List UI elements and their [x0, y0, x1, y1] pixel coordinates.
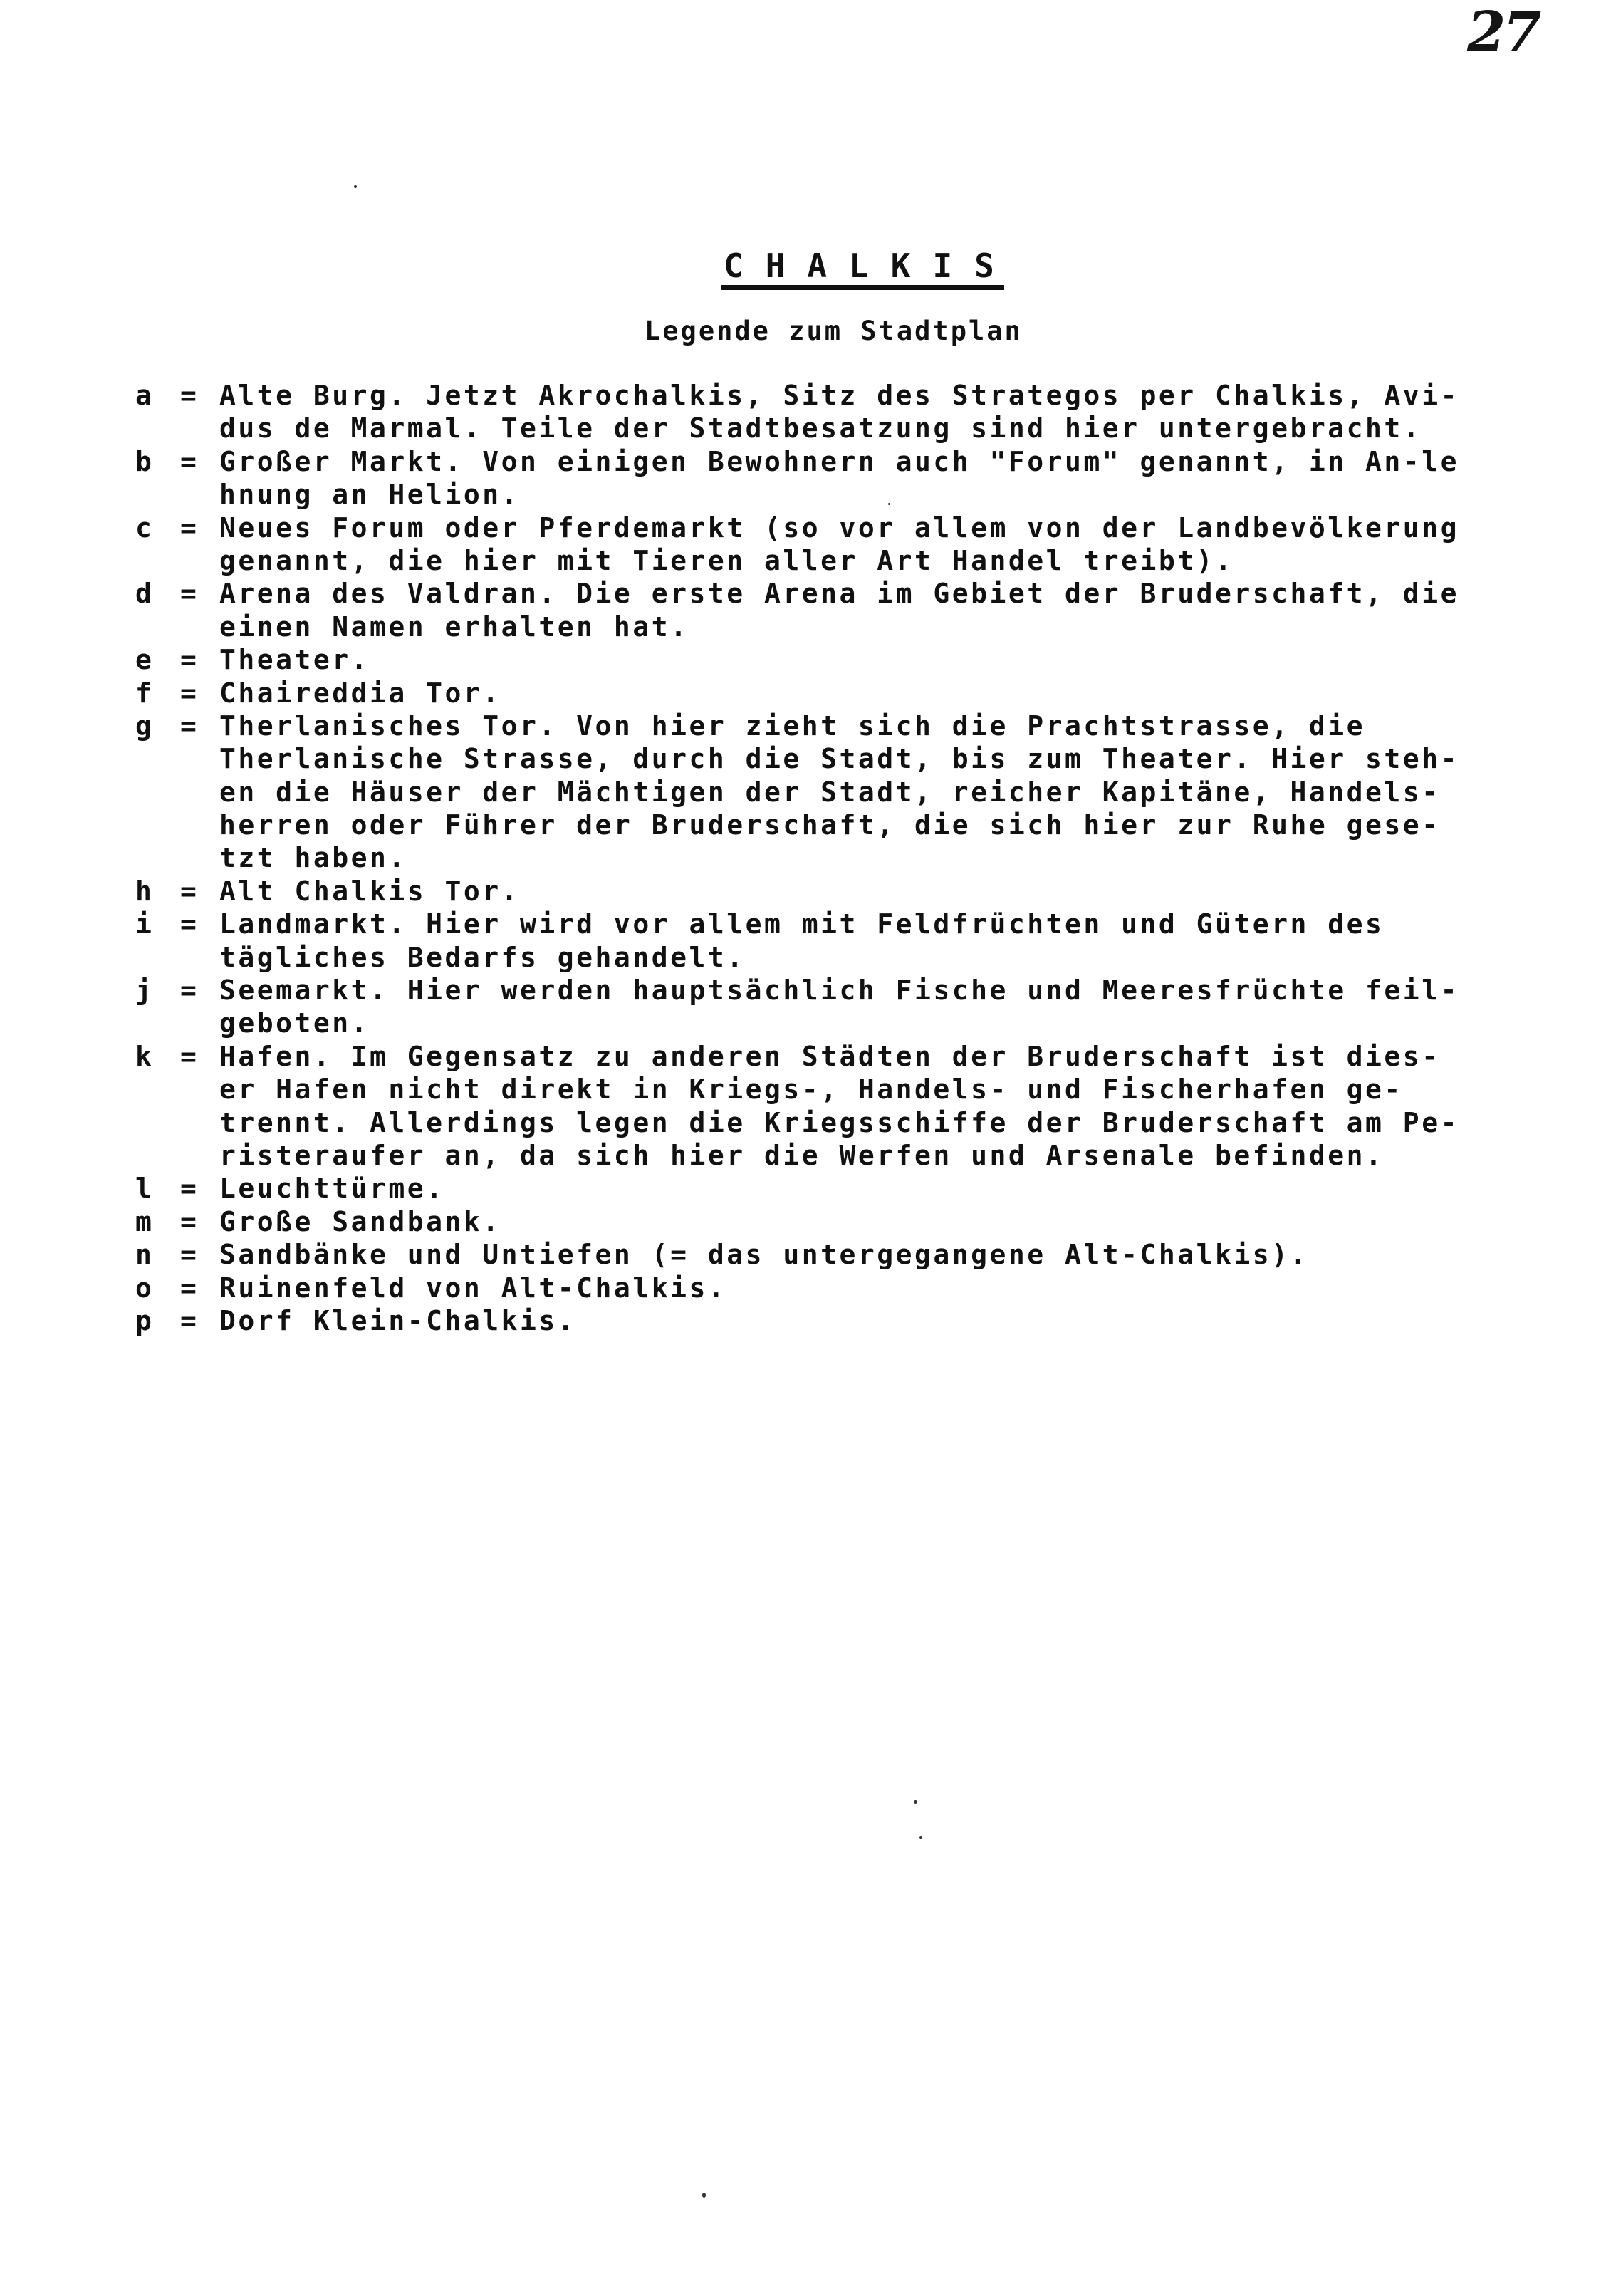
legend-entry-line [135, 577, 1567, 610]
legend-equals-sign: = [180, 644, 199, 676]
legend-entry-line [135, 710, 1567, 742]
legend-description-text: dus de Marmal. Teile der Stadtbesatzung sind hier untergebracht. [219, 412, 1422, 445]
legend-description-text: Neues Forum oder Pferdemarkt (so vor allem von der Landbevölkerung [219, 511, 1459, 544]
legend-key-letter: e [135, 644, 155, 676]
legend-entry-line [135, 841, 1567, 874]
legend-description-text: Alte Burg. Jetzt Akrochalkis, Sitz des Strategos per Chalkis, Avi- [219, 380, 1459, 411]
legend-equals-sign: = [180, 975, 199, 1007]
legend-entry-line [135, 677, 1567, 710]
legend-entry-line [135, 643, 1567, 676]
legend-equals-sign: = [180, 1239, 199, 1271]
legend-entry-n [135, 1238, 1567, 1271]
legend-equals-sign: = [180, 1040, 199, 1072]
legend-description-text: Ruinenfeld von Alt-Chalkis. [219, 1272, 727, 1304]
legend-entry-l [135, 1172, 1567, 1205]
legend-entry-line [135, 1205, 1567, 1238]
legend-entry-line [135, 1040, 1567, 1073]
legend-entry-line [135, 776, 1567, 809]
legend-equals-sign: = [180, 445, 199, 477]
legend-description-text: Großer Markt. Von einigen Bewohnern auch "Forum" genannt, in An-le [219, 445, 1459, 477]
legend-description-text: Alt Chalkis Tor. [219, 875, 521, 907]
legend-description-text: Theater. [219, 644, 370, 676]
legend-description-text: Sandbänke und Untiefen (= das untergegangene Alt-Chalkis). [219, 1239, 1309, 1271]
legend-description-text: Hafen. Im Gegensatz zu anderen Städten der Bruderschaft ist dies- [219, 1040, 1441, 1072]
legend-equals-sign: = [180, 677, 199, 709]
legend-description-text: Therlanische Strasse, durch die Stadt, bis zum Theater. Hier steh- [219, 743, 1459, 775]
legend-entry-j [135, 974, 1567, 1040]
legend-key-letter: p [135, 1304, 155, 1336]
legend-key-letter: c [135, 511, 155, 544]
legend-description-text: Große Sandbank. [219, 1205, 501, 1237]
legend-entry-k [135, 1040, 1567, 1173]
legend-equals-sign: = [180, 875, 199, 907]
legend-entry-line [135, 1172, 1567, 1205]
legend-entry-line [135, 511, 1567, 544]
legend-description-text: hnung an Helion. [219, 479, 521, 511]
legend-entry-line [135, 1106, 1567, 1139]
legend-description-text: Leuchttürme. [219, 1173, 445, 1205]
legend-entry-line [135, 875, 1567, 908]
legend-entry-d [135, 577, 1567, 643]
legend-description-text: er Hafen nicht direkt in Kriegs-, Handels- und Fischerhafen ge- [219, 1074, 1403, 1106]
legend-description-text: genannt, die hier mit Tieren aller Art Handel treibt). [219, 544, 1234, 576]
scan-speck [354, 185, 357, 188]
legend-equals-sign: = [180, 380, 199, 411]
legend-entry-p [135, 1304, 1567, 1337]
legend-description-text: herren oder Führer der Bruderschaft, die sich hier zur Ruhe gese- [219, 809, 1441, 841]
legend-description-text: risteraufer an, da sich hier die Werfen und Arsenale befinden. [219, 1139, 1385, 1171]
legend-description-text: Chaireddia Tor. [219, 677, 501, 709]
legend-entry-i [135, 908, 1567, 974]
legend-equals-sign: = [180, 1205, 199, 1237]
legend-key-letter: i [135, 908, 155, 940]
legend-entry-c [135, 511, 1567, 578]
legend-entry-line [135, 412, 1567, 445]
legend-description-text: en die Häuser der Mächtigen der Stadt, reicher Kapitäne, Handels- [219, 776, 1441, 808]
legend-description-text: Seemarkt. Hier werden hauptsächlich Fische und Meeresfrüchte feil- [219, 975, 1459, 1007]
legend-entry-m [135, 1205, 1567, 1238]
legend-list [135, 379, 1567, 1337]
legend-key-letter: h [135, 875, 155, 907]
legend-entry-line [135, 941, 1567, 974]
legend-key-letter: a [135, 380, 155, 411]
legend-entry-line [135, 908, 1567, 940]
legend-entry-line [135, 478, 1567, 511]
legend-entry-line [135, 1272, 1567, 1304]
legend-equals-sign: = [180, 1272, 199, 1304]
legend-equals-sign: = [180, 511, 199, 544]
legend-entry-line [135, 1304, 1567, 1337]
legend-key-letter: n [135, 1239, 155, 1271]
legend-entry-line [135, 445, 1567, 478]
legend-key-letter: k [135, 1040, 155, 1072]
legend-entry-line [135, 1073, 1567, 1106]
legend-entry-line [135, 1007, 1567, 1039]
legend-entry-h [135, 875, 1567, 908]
legend-key-letter: b [135, 445, 155, 477]
scan-speck [888, 503, 890, 505]
legend-key-letter: j [135, 975, 155, 1007]
legend-description-text: tzt haben. [219, 842, 407, 874]
legend-entry-f [135, 677, 1567, 710]
legend-description-text: tägliches Bedarfs gehandelt. [219, 941, 746, 973]
legend-entry-b [135, 445, 1567, 511]
legend-description-text: Arena des Valdran. Die erste Arena im Gebiet der Bruderschaft, die [219, 578, 1459, 610]
legend-equals-sign: = [180, 1173, 199, 1205]
legend-key-letter: d [135, 578, 155, 610]
legend-equals-sign: = [180, 578, 199, 610]
legend-entry-a [135, 379, 1567, 445]
document-title: CHALKIS [724, 246, 1016, 285]
legend-entry-line [135, 611, 1567, 643]
legend-entry-o [135, 1272, 1567, 1304]
legend-description-text: geboten. [219, 1007, 370, 1039]
legend-key-letter: g [135, 710, 155, 742]
legend-entry-line [135, 742, 1567, 775]
legend-entry-g [135, 710, 1567, 875]
legend-entry-line [135, 1238, 1567, 1271]
legend-key-letter: l [135, 1173, 155, 1205]
legend-description-text: einen Namen erhalten hat. [219, 611, 689, 643]
legend-equals-sign: = [180, 1304, 199, 1336]
legend-entry-e [135, 643, 1567, 676]
page-number: 27 [1467, 0, 1539, 65]
scan-speck [702, 2193, 706, 2198]
legend-entry-line [135, 1139, 1567, 1172]
scan-speck [919, 1836, 922, 1839]
legend-entry-line [135, 974, 1567, 1007]
legend-entry-line [135, 544, 1567, 577]
legend-description-text: trennt. Allerdings legen die Kriegsschiffe der Bruderschaft am Pe- [219, 1106, 1459, 1138]
legend-description-text: Therlanisches Tor. Von hier zieht sich die Prachtstrasse, die [219, 710, 1366, 742]
legend-description-text: Dorf Klein-Chalkis. [219, 1304, 577, 1336]
title-underline [721, 285, 1004, 290]
legend-entry-line [135, 379, 1567, 412]
document-subtitle: Legende zum Stadtplan [645, 316, 1023, 346]
legend-equals-sign: = [180, 908, 199, 940]
legend-equals-sign: = [180, 710, 199, 742]
legend-entry-line [135, 809, 1567, 841]
legend-key-letter: m [135, 1205, 155, 1237]
scan-speck [914, 1800, 917, 1804]
legend-key-letter: o [135, 1272, 155, 1304]
legend-description-text: Landmarkt. Hier wird vor allem mit Feldfrüchten und Gütern des [219, 908, 1385, 940]
legend-key-letter: f [135, 677, 155, 709]
